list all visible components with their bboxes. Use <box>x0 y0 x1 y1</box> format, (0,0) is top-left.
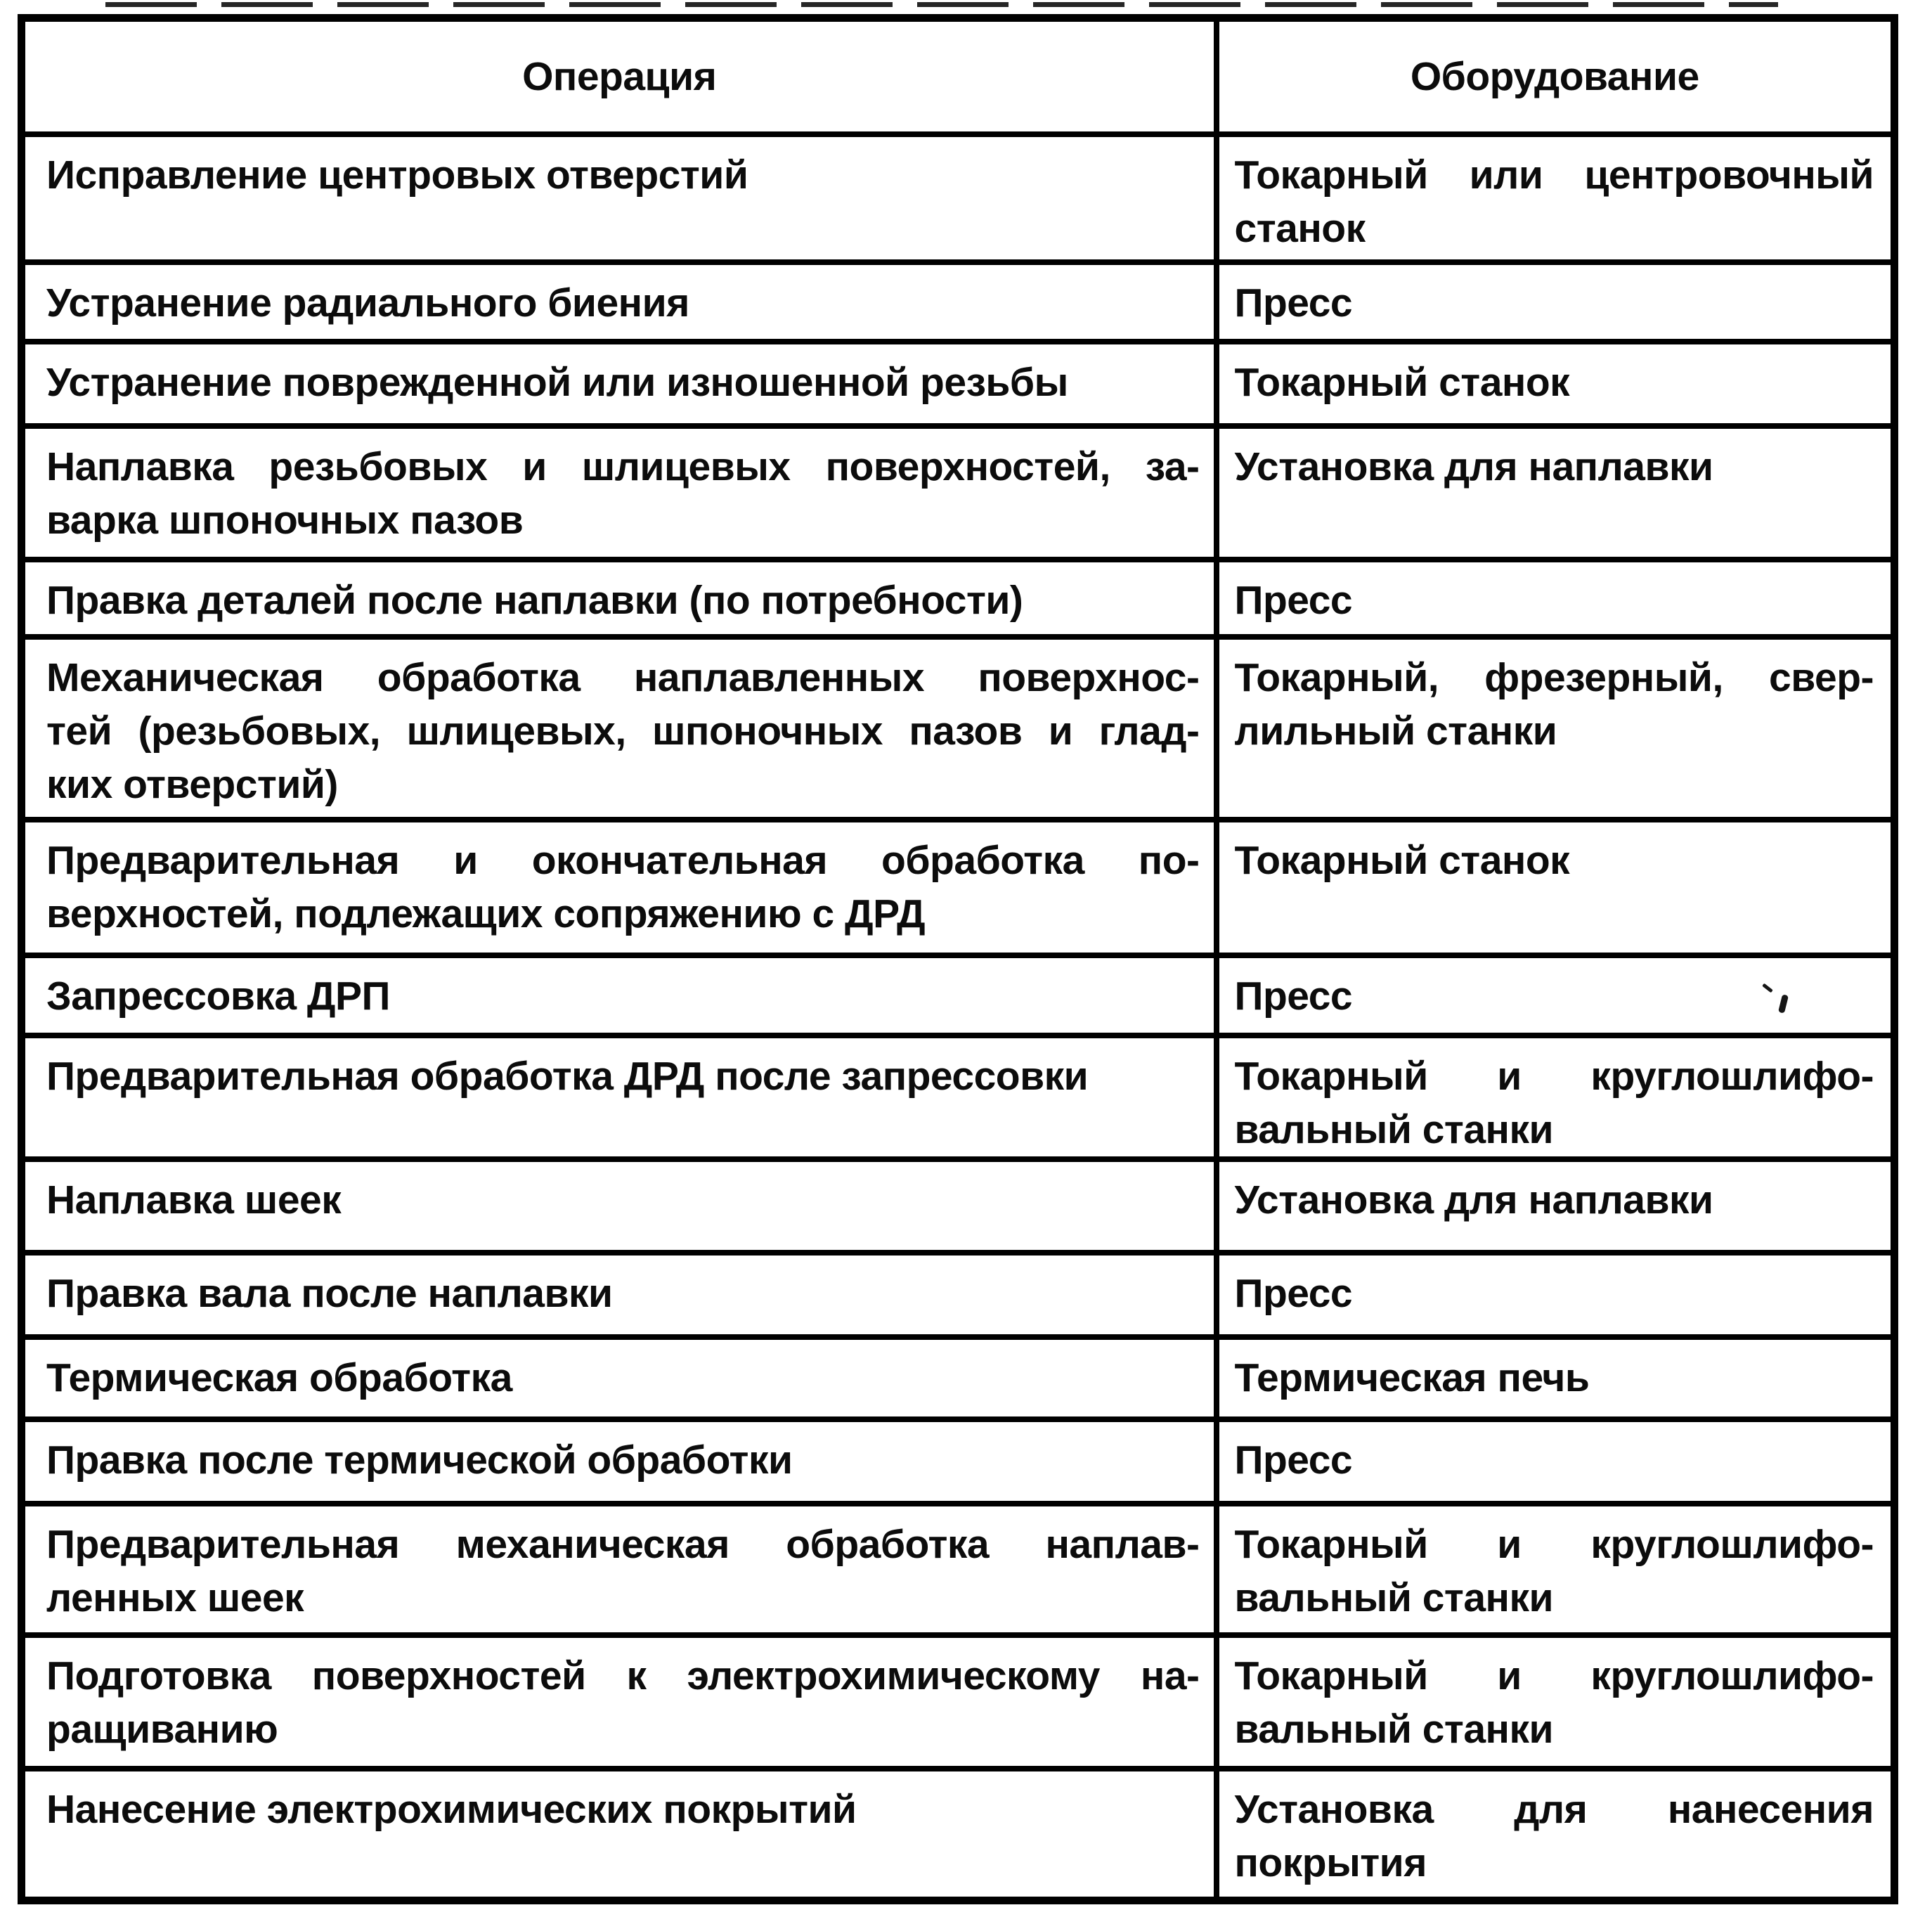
cell-line: тей (резьбовых, шлицевых, шпоночных пазов и глад- <box>46 708 1200 754</box>
table-row <box>22 1635 1895 1769</box>
cell-line: Пресс <box>1234 577 1353 623</box>
cell-line: Наплавка резьбовых и шлицевых поверхностей, за- <box>46 444 1200 489</box>
equipment-cell <box>1217 820 1895 955</box>
column-header-equipment: Оборудование <box>1217 18 1895 134</box>
operation-cell <box>22 342 1217 426</box>
table-row <box>22 560 1895 637</box>
cell-line: Токарный или центровочный <box>1234 152 1874 198</box>
table-row <box>22 426 1895 560</box>
cell-line: Предварительная обработка ДРД после запрессовки <box>46 1053 1089 1099</box>
operation-cell <box>22 820 1217 955</box>
equipment-cell <box>1217 560 1895 637</box>
cell-line: Исправление центровых отверстий <box>46 152 748 198</box>
equipment-cell <box>1217 637 1895 820</box>
table-row <box>22 955 1895 1035</box>
table-row <box>22 1769 1895 1901</box>
cell-line: Правка после термической обработки <box>46 1437 793 1483</box>
equipment-cell <box>1217 1635 1895 1769</box>
cell-line: Устранение радиального биения <box>46 280 689 325</box>
operation-cell <box>22 1635 1217 1769</box>
operations-equipment-table <box>18 14 1898 1904</box>
table-row <box>22 637 1895 820</box>
table-row <box>22 1253 1895 1337</box>
equipment-cell <box>1217 1035 1895 1159</box>
equipment-cell <box>1217 426 1895 560</box>
cell-line: станок <box>1234 205 1366 251</box>
operation-cell <box>22 1253 1217 1337</box>
table-row <box>22 1159 1895 1253</box>
cell-line: Установка для наплавки <box>1234 1177 1713 1222</box>
operation-cell <box>22 1159 1217 1253</box>
cell-line: верхностей, подлежащих сопряжению с ДРД <box>46 891 926 936</box>
table-row <box>22 1337 1895 1419</box>
cell-line: Токарный и круглошлифо- <box>1234 1653 1874 1698</box>
cell-line: вальный станки <box>1234 1706 1554 1752</box>
operation-cell <box>22 426 1217 560</box>
equipment-cell <box>1217 262 1895 342</box>
operation-cell <box>22 637 1217 820</box>
operation-cell <box>22 1035 1217 1159</box>
table-row <box>22 1035 1895 1159</box>
cell-line: Термическая обработка <box>46 1355 512 1400</box>
table-row <box>22 134 1895 262</box>
table-row <box>22 1419 1895 1504</box>
operation-cell <box>22 1337 1217 1419</box>
column-header-operation: Операция <box>22 18 1217 134</box>
cell-line: вальный станки <box>1234 1575 1554 1620</box>
operation-cell <box>22 1769 1217 1901</box>
cell-line: Предварительная механическая обработка наплав- <box>46 1521 1200 1567</box>
operation-cell <box>22 955 1217 1035</box>
cell-line: Устранение поврежденной или изношенной резьбы <box>46 359 1068 405</box>
cell-line: вальный станки <box>1234 1106 1554 1152</box>
cell-line: лильный станки <box>1234 708 1557 754</box>
cell-line: ких отверстий) <box>46 761 338 807</box>
cell-line: Пресс <box>1234 973 1353 1019</box>
equipment-cell <box>1217 1337 1895 1419</box>
cell-line: ленных шеек <box>46 1575 304 1620</box>
cell-line: Токарный станок <box>1234 359 1570 405</box>
equipment-cell <box>1217 1253 1895 1337</box>
cell-line: Запрессовка ДРП <box>46 973 391 1019</box>
table-row <box>22 262 1895 342</box>
cell-line: Пресс <box>1234 1437 1353 1483</box>
cell-line: Правка вала после наплавки <box>46 1270 613 1316</box>
equipment-cell <box>1217 1419 1895 1504</box>
cell-line: Предварительная и окончательная обработка по- <box>46 837 1200 883</box>
equipment-cell <box>1217 1504 1895 1635</box>
cell-line: Пресс <box>1234 1270 1353 1316</box>
cell-line: Наплавка шеек <box>46 1177 342 1222</box>
cell-line: Токарный и круглошлифо- <box>1234 1521 1874 1567</box>
operation-cell <box>22 1504 1217 1635</box>
cell-line: Подготовка поверхностей к электрохимическому на- <box>46 1653 1200 1698</box>
equipment-cell <box>1217 1159 1895 1253</box>
cell-line: Нанесение электрохимических покрытий <box>46 1786 857 1832</box>
cell-line: Установка для нанесения <box>1234 1786 1874 1832</box>
cell-line: Пресс <box>1234 280 1353 325</box>
table-row <box>22 1504 1895 1635</box>
header-row <box>22 18 1895 134</box>
table-row <box>22 342 1895 426</box>
cell-line: Токарный и круглошлифо- <box>1234 1053 1874 1099</box>
cell-line: Токарный станок <box>1234 837 1570 883</box>
equipment-cell <box>1217 1769 1895 1901</box>
scan-edge-noise <box>105 2 1778 7</box>
operation-cell <box>22 560 1217 637</box>
equipment-cell <box>1217 342 1895 426</box>
cell-line: Установка для наплавки <box>1234 444 1713 489</box>
cell-line: Термическая печь <box>1234 1355 1590 1400</box>
operation-cell <box>22 1419 1217 1504</box>
cell-line: Токарный, фрезерный, свер- <box>1234 654 1874 700</box>
cell-line: Механическая обработка наплавленных поверхнос- <box>46 654 1200 700</box>
cell-line: варка шпоночных пазов <box>46 497 524 543</box>
operation-cell <box>22 262 1217 342</box>
cell-line: покрытия <box>1234 1840 1427 1885</box>
cell-line: Правка деталей после наплавки (по потребности) <box>46 577 1023 623</box>
operation-cell <box>22 134 1217 262</box>
equipment-cell <box>1217 134 1895 262</box>
table-row <box>22 820 1895 955</box>
cell-line: ращиванию <box>46 1706 278 1752</box>
equipment-cell <box>1217 955 1895 1035</box>
